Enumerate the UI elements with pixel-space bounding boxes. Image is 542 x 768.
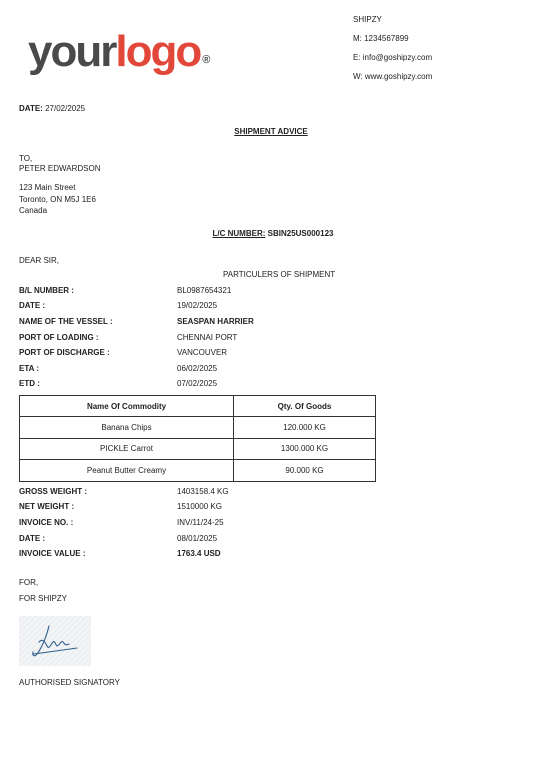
document-title: SHIPMENT ADVICE [234,127,308,136]
authorised-signatory: AUTHORISED SIGNATORY [19,678,120,687]
commodity-qty-cell: 90.000 KG [234,460,376,482]
signature-image [19,616,91,666]
field-label-net-weight: NET WEIGHT : [19,502,75,511]
company-logo [28,27,211,76]
field-label-gross-weight: GROSS WEIGHT : [19,487,87,496]
field-label-invoice-no: INVOICE NO. : [19,518,74,527]
lc-number [0,229,542,239]
closing-for: FOR, [19,578,39,587]
field-label-bl-number: B/L NUMBER : [19,286,74,295]
company-email: E: info@goshipzy.com [353,53,433,62]
commodity-name-cell: Peanut Butter Creamy [20,460,234,482]
field-label-vessel: NAME OF THE VESSEL : [19,317,113,326]
date-value: 27/02/2025 [45,104,86,113]
field-value-eta: 06/02/2025 [177,364,218,373]
table-header-row [20,396,376,417]
particulars-heading: PARTICULERS OF SHIPMENT [223,270,336,279]
table-row [20,438,376,460]
commodity-name-cell: Banana Chips [20,417,234,439]
field-value-vessel: SEASPAN HARRIER [177,317,254,326]
field-label-eta: ETA : [19,364,39,373]
table-row [20,460,376,482]
closing-company: FOR SHIPZY [19,594,68,603]
commodity-table [19,395,376,482]
field-value-port-loading: CHENNAI PORT [177,333,238,342]
company-name: SHIPZY [353,15,382,24]
company-mobile: M: 1234567899 [353,34,409,43]
header-quantity: Qty. Of Goods [234,396,376,417]
field-label-etd: ETD : [19,379,40,388]
field-label-invoice-value: INVOICE VALUE : [19,549,86,558]
salutation: DEAR SIR, [19,256,60,265]
date-label: DATE: [19,104,43,113]
logo-word-your: your [28,27,116,76]
recipient-address-line2: Toronto, ON M5J 1E6 [19,195,96,204]
field-label-bl-date: DATE : [19,301,46,310]
company-website: W: www.goshipzy.com [353,72,433,81]
field-value-net-weight: 1510000 KG [177,502,222,511]
header-commodity-name: Name Of Commodity [20,396,234,417]
field-value-invoice-no: INV/11/24-25 [177,518,224,527]
recipient-name: PETER EDWARDSON [19,164,101,173]
field-value-invoice-date: 08/01/2025 [177,534,218,543]
field-label-port-loading: PORT OF LOADING : [19,333,99,342]
field-label-invoice-date: DATE : [19,534,46,543]
field-value-bl-number: BL0987654321 [177,286,232,295]
field-value-invoice-value: 1763.4 USD [177,549,221,558]
field-value-gross-weight: 1403158.4 KG [177,487,229,496]
commodity-qty-cell: 1300.000 KG [234,438,376,460]
lc-value: SBIN25US000123 [267,229,334,238]
recipient-address-line1: 123 Main Street [19,183,76,192]
table-row [20,417,376,439]
recipient-to: TO, [19,154,33,163]
document-date [19,104,85,114]
lc-label: L/C NUMBER: [212,229,266,238]
field-value-bl-date: 19/02/2025 [177,301,218,310]
commodity-name-cell: PICKLE Carrot [20,438,234,460]
field-label-port-discharge: PORT OF DISCHARGE : [19,348,110,357]
field-value-etd: 07/02/2025 [177,379,218,388]
logo-word-logo: logo [115,27,201,76]
field-value-port-discharge: VANCOUVER [177,348,228,357]
commodity-qty-cell: 120.000 KG [234,417,376,439]
registered-mark: ® [202,54,211,66]
recipient-address-line3: Canada [19,206,48,215]
